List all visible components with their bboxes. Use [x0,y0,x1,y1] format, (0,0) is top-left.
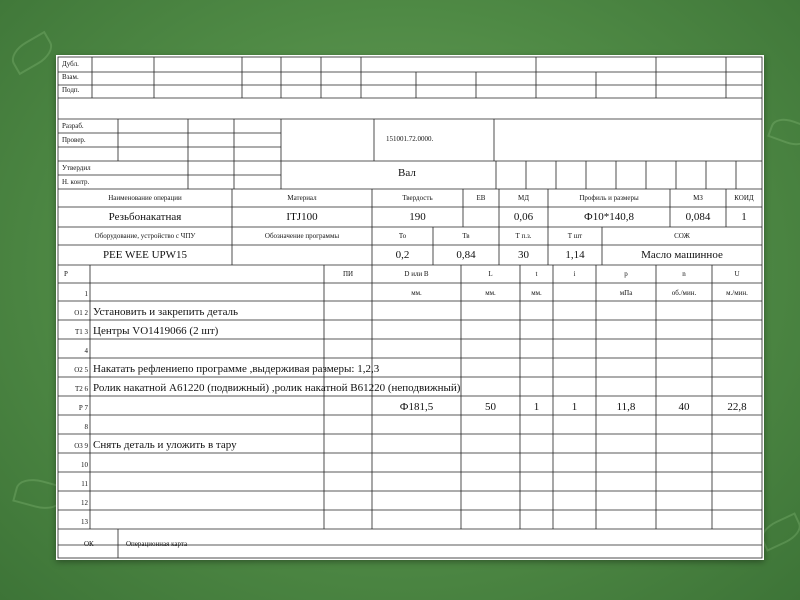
row-code: Р 7 [78,404,88,412]
row-text: Накатать рефлениепо программе ,выдерживая размеры: 1,2,3 [93,363,380,375]
hdr-tsht: Т шт [567,232,583,240]
hdr-material: Материал [287,194,317,202]
hdr-ev: ЕВ [476,194,486,202]
val-to: 0,2 [395,249,410,261]
stamp-vzam: Взам. [62,73,79,81]
hdr-equipment: Оборудование, устройство с ЧПУ [94,232,196,240]
label-n-kontr: Н. контр. [62,178,90,186]
hdr-mz: МЗ [693,194,703,202]
hdr-koid: КОИД [734,194,754,202]
stamp-dubl: Дубл. [62,60,79,68]
hdr-tv: Тв [462,232,470,240]
row7-p: 11,8 [616,401,636,413]
label-utverdil: Утвердил [62,164,91,172]
hdr-l: L [488,270,493,278]
row-code: 13 [81,518,88,526]
row7-i: 1 [571,401,578,413]
part-name: Вал [398,167,416,179]
row-text: Снять деталь и уложить в тару [93,439,237,451]
unit-d: мм. [411,289,422,297]
row-code: 12 [81,499,88,507]
hdr-to: То [398,232,407,240]
row-text: Центры VO1419066 (2 шт) [93,325,219,337]
val-hardness: 190 [409,211,426,223]
row-code: 10 [81,461,88,469]
val-tpz: 30 [518,249,529,261]
row-code: Т2 6 [74,385,88,393]
row-code: О1 2 [74,309,88,317]
hdr-hardness: Твердость [402,194,433,202]
row-code: 4 [84,347,88,355]
hdr-coolant: СОЖ [674,232,690,240]
row7-l: 50 [485,401,496,413]
hdr-t: t [535,270,538,278]
footer-ok: ОК [84,540,94,548]
hdr-profile: Профиль и размеры [579,194,639,202]
unit-pressure: мПа [619,289,633,297]
val-md: 0,06 [513,211,534,223]
row-code: 8 [84,423,88,431]
row-code: 11 [81,480,88,488]
footer-card-name: Операционная карта [126,540,188,548]
row7-u: 22,8 [727,401,747,413]
label-prover: Провер. [62,136,86,144]
val-tv: 0,84 [456,249,476,261]
hdr-program: Обозначение программы [264,232,340,240]
hdr-d: D или В [404,270,429,278]
val-tsht: 1,14 [565,249,585,261]
hdr-pi: ПИ [342,270,354,278]
row-text: Ролик накатной А61220 (подвижный) ,ролик накатной В61220 (неподвижный) [93,382,461,394]
row-code: О3 9 [74,442,88,450]
hdr-operation-name: Наименование операции [108,194,182,202]
row-code: Т1 3 [74,328,88,336]
row7-d: Ф181,5 [399,401,434,413]
unit-n: об./мин. [671,289,697,297]
val-coolant: Масло машинное [641,249,723,261]
row-code: 1 [84,290,88,298]
row-text: Установить и закрепить деталь [93,306,239,318]
hdr-n: n [682,270,686,278]
unit-u: м./мин. [726,289,748,297]
unit-t: мм. [531,289,542,297]
row7-n: 40 [678,401,690,413]
operation-card [56,55,764,560]
hdr-p: Р [64,270,68,278]
hdr-u: U [734,270,740,278]
val-koid: 1 [741,211,747,223]
hdr-i: i [573,270,576,278]
hdr-tpz: Т п.з. [515,232,532,240]
doc-number: 151001.72.0000. [386,135,434,143]
val-equipment: PEE WEE UPW15 [102,249,188,261]
val-mz: 0,084 [685,211,711,223]
label-razrab: Разраб. [62,122,84,130]
row-code: О2 5 [74,366,88,374]
val-profile: Ф10*140,8 [584,211,634,223]
val-material: ITJ100 [286,211,318,223]
unit-l: мм. [485,289,496,297]
row7-t: 1 [533,401,540,413]
hdr-md: МД [518,194,529,202]
hdr-pressure: p [624,270,628,278]
stamp-podp: Подп. [62,86,80,94]
val-operation-name: Резьбонакатная [108,211,182,223]
